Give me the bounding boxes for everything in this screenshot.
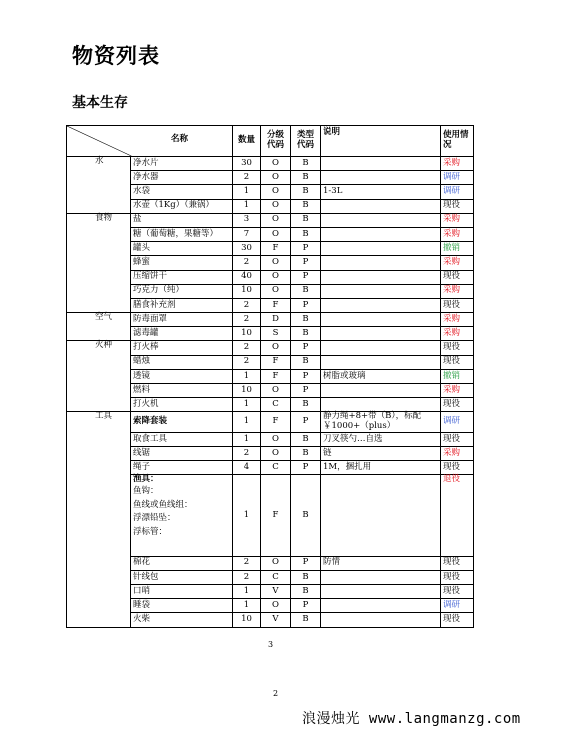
note-cell bbox=[321, 242, 441, 256]
item-name-cell: 棉花 bbox=[131, 556, 233, 570]
subitem: 浮漂铅坠： bbox=[133, 513, 176, 524]
usage-status-cell: 采购 bbox=[441, 447, 474, 461]
usage-status-cell: 撤销 bbox=[441, 242, 474, 256]
type-cell: P bbox=[291, 412, 321, 433]
type-cell: B bbox=[291, 613, 321, 627]
table-row bbox=[67, 157, 474, 171]
item-name-cell: 蜡烛 bbox=[131, 355, 233, 369]
note-cell bbox=[321, 327, 441, 341]
note-cell bbox=[321, 584, 441, 598]
note-cell: 防情 bbox=[321, 556, 441, 570]
usage-status-cell: 采购 bbox=[441, 284, 474, 298]
type-cell: B bbox=[291, 447, 321, 461]
item-name-cell: 防毒面罩 bbox=[131, 313, 233, 327]
note-cell bbox=[321, 599, 441, 613]
item-name-cell: 口哨 bbox=[131, 584, 233, 598]
note-cell bbox=[321, 398, 441, 412]
table-row bbox=[67, 412, 474, 433]
grade-cell: C bbox=[261, 461, 291, 475]
item-name-cell: 滤毒罐 bbox=[131, 327, 233, 341]
item-name-cell: 盐 bbox=[131, 213, 233, 227]
note-cell bbox=[321, 570, 441, 584]
qty-cell: 1 bbox=[233, 185, 261, 199]
item-name-cell: 压缩饼干 bbox=[131, 270, 233, 284]
usage-status-cell: 现役 bbox=[441, 298, 474, 312]
type-cell: B bbox=[291, 284, 321, 298]
grade-cell: O bbox=[261, 432, 291, 446]
note-cell bbox=[321, 213, 441, 227]
qty-cell: 1 bbox=[233, 599, 261, 613]
grade-cell: C bbox=[261, 570, 291, 584]
type-cell: B bbox=[291, 313, 321, 327]
qty-cell: 4 bbox=[233, 461, 261, 475]
inner-page-number: 3 bbox=[268, 640, 274, 649]
grade-cell: O bbox=[261, 227, 291, 241]
supplies-table bbox=[66, 125, 474, 628]
type-cell: B bbox=[291, 432, 321, 446]
note-cell bbox=[321, 298, 441, 312]
type-cell: P bbox=[291, 298, 321, 312]
usage-status-cell: 调研 bbox=[441, 412, 474, 433]
type-cell: B bbox=[291, 475, 321, 556]
item-name-cell: 打火机 bbox=[131, 398, 233, 412]
type-cell: B bbox=[291, 157, 321, 171]
qty-cell: 7 bbox=[233, 227, 261, 241]
category-cell: 空气 bbox=[67, 313, 131, 341]
qty-cell: 1 bbox=[233, 369, 261, 383]
qty-cell: 2 bbox=[233, 313, 261, 327]
type-cell: P bbox=[291, 341, 321, 355]
usage-status-cell: 撤销 bbox=[441, 369, 474, 383]
item-name-cell: 净水片 bbox=[131, 157, 233, 171]
category-cell: 水 bbox=[67, 157, 131, 214]
note-cell bbox=[321, 355, 441, 369]
qty-cell: 1 bbox=[233, 584, 261, 598]
item-name-cell: 净水器 bbox=[131, 171, 233, 185]
table-row bbox=[67, 341, 474, 355]
qty-cell: 3 bbox=[233, 213, 261, 227]
note-cell: 刀叉筷勺…自选 bbox=[321, 432, 441, 446]
qty-cell: 2 bbox=[233, 171, 261, 185]
item-name: 渔具： bbox=[133, 474, 159, 485]
qty-cell: 2 bbox=[233, 447, 261, 461]
qty-cell: 1 bbox=[233, 432, 261, 446]
header-use: 使用情况 bbox=[441, 126, 474, 157]
qty-cell: 10 bbox=[233, 613, 261, 627]
page-title: 物资列表 bbox=[72, 43, 160, 68]
qty-cell: 2 bbox=[233, 256, 261, 270]
note-cell bbox=[321, 284, 441, 298]
type-cell: B bbox=[291, 171, 321, 185]
grade-cell: F bbox=[261, 355, 291, 369]
grade-cell: D bbox=[261, 313, 291, 327]
footer-watermark: 浪漫烛光 www.langmanzg.com bbox=[302, 711, 521, 727]
qty-cell: 40 bbox=[233, 270, 261, 284]
note-cell bbox=[321, 313, 441, 327]
note-cell bbox=[321, 199, 441, 213]
usage-status-cell: 现役 bbox=[441, 432, 474, 446]
usage-status-cell: 现役 bbox=[441, 341, 474, 355]
type-cell: P bbox=[291, 242, 321, 256]
item-name-cell: 罐头 bbox=[131, 242, 233, 256]
subitem: 浮标管： bbox=[133, 527, 168, 538]
note-cell: 1-3L bbox=[321, 185, 441, 199]
type-cell: B bbox=[291, 213, 321, 227]
usage-status-cell: 调研 bbox=[441, 599, 474, 613]
qty-cell: 1 bbox=[233, 475, 261, 556]
qty-cell: 2 bbox=[233, 570, 261, 584]
usage-status-cell: 调研 bbox=[441, 185, 474, 199]
qty-cell: 10 bbox=[233, 284, 261, 298]
outer-page-number: 2 bbox=[273, 689, 279, 698]
note-cell bbox=[321, 384, 441, 398]
subitem: 鱼线或鱼线组： bbox=[133, 499, 193, 510]
grade-cell: V bbox=[261, 613, 291, 627]
type-cell: B bbox=[291, 355, 321, 369]
grade-cell: O bbox=[261, 256, 291, 270]
note-cell bbox=[321, 613, 441, 627]
qty-cell: 10 bbox=[233, 327, 261, 341]
grade-cell: F bbox=[261, 242, 291, 256]
usage-status-cell: 采购 bbox=[441, 384, 474, 398]
grade-cell: O bbox=[261, 284, 291, 298]
qty-cell: 10 bbox=[233, 384, 261, 398]
qty-cell: 30 bbox=[233, 242, 261, 256]
usage-status-cell: 采购 bbox=[441, 213, 474, 227]
item-name-cell: 睡袋 bbox=[131, 599, 233, 613]
grade-cell: F bbox=[261, 369, 291, 383]
grade-cell: O bbox=[261, 384, 291, 398]
grade-cell: O bbox=[261, 199, 291, 213]
grade-cell: O bbox=[261, 341, 291, 355]
supplies-table-container bbox=[66, 125, 473, 628]
item-name-cell: 取食工具 bbox=[131, 432, 233, 446]
item-name-cell: 膳食补充剂 bbox=[131, 298, 233, 312]
note-cell: 1M，捆扎用 bbox=[321, 461, 441, 475]
usage-status-cell: 现役 bbox=[441, 556, 474, 570]
qty-cell: 2 bbox=[233, 355, 261, 369]
type-cell: B bbox=[291, 327, 321, 341]
qty-cell: 1 bbox=[233, 398, 261, 412]
qty-cell: 1 bbox=[233, 199, 261, 213]
note-cell bbox=[321, 256, 441, 270]
grade-cell: O bbox=[261, 599, 291, 613]
grade-cell: F bbox=[261, 412, 291, 433]
note-cell bbox=[321, 341, 441, 355]
usage-status-cell: 采购 bbox=[441, 157, 474, 171]
usage-status-cell: 现役 bbox=[441, 199, 474, 213]
section-title: 基本生存 bbox=[72, 95, 128, 111]
usage-status-cell: 采购 bbox=[441, 256, 474, 270]
qty-cell: 2 bbox=[233, 341, 261, 355]
type-cell: P bbox=[291, 599, 321, 613]
grade-cell: S bbox=[261, 327, 291, 341]
grade-cell: O bbox=[261, 556, 291, 570]
type-cell: P bbox=[291, 369, 321, 383]
qty-cell: 30 bbox=[233, 157, 261, 171]
header-grade: 分级代码 bbox=[261, 126, 291, 157]
table-row bbox=[67, 313, 474, 327]
type-cell: P bbox=[291, 384, 321, 398]
item-name-cell: 透镜 bbox=[131, 369, 233, 383]
type-cell: P bbox=[291, 270, 321, 284]
type-cell: B bbox=[291, 398, 321, 412]
note-cell: 链 bbox=[321, 447, 441, 461]
grade-cell: F bbox=[261, 475, 291, 556]
table-body bbox=[67, 157, 474, 628]
usage-status-cell: 现役 bbox=[441, 355, 474, 369]
category-cell: 工具 bbox=[67, 412, 131, 627]
grade-cell: O bbox=[261, 185, 291, 199]
grade-cell: O bbox=[261, 447, 291, 461]
header-qty: 数量 bbox=[233, 126, 261, 157]
usage-status-cell: 采购 bbox=[441, 327, 474, 341]
type-cell: P bbox=[291, 461, 321, 475]
note-cell bbox=[321, 227, 441, 241]
header-type: 类型代码 bbox=[291, 126, 321, 157]
header-note: 说明 bbox=[321, 126, 441, 157]
diagonal-line bbox=[67, 126, 232, 156]
grade-cell: F bbox=[261, 298, 291, 312]
usage-status-cell: 现役 bbox=[441, 270, 474, 284]
qty-cell: 1 bbox=[233, 412, 261, 433]
header-diagonal-cell bbox=[67, 126, 233, 157]
type-cell: P bbox=[291, 556, 321, 570]
item-name-cell: 打火棒 bbox=[131, 341, 233, 355]
header-name: 名称 bbox=[171, 134, 189, 144]
table-row bbox=[67, 213, 474, 227]
item-name-cell: 针线包 bbox=[131, 570, 233, 584]
qty-cell: 2 bbox=[233, 556, 261, 570]
usage-status-cell: 现役 bbox=[441, 570, 474, 584]
item-name-cell: 蜂蜜 bbox=[131, 256, 233, 270]
item-name-cell: 水袋 bbox=[131, 185, 233, 199]
item-name-cell: 线锯 bbox=[131, 447, 233, 461]
category-cell: 火种 bbox=[67, 341, 131, 412]
type-cell: P bbox=[291, 256, 321, 270]
grade-cell: O bbox=[261, 157, 291, 171]
item-name-cell: 燃料 bbox=[131, 384, 233, 398]
item-name-cell: 糖（葡萄糖，果糖等） bbox=[131, 227, 233, 241]
usage-status-cell: 调研 bbox=[441, 171, 474, 185]
type-cell: B bbox=[291, 570, 321, 584]
type-cell: B bbox=[291, 584, 321, 598]
item-name-cell: 火柴 bbox=[131, 613, 233, 627]
grade-cell: C bbox=[261, 398, 291, 412]
qty-cell: 2 bbox=[233, 298, 261, 312]
item-name-cell bbox=[131, 475, 233, 556]
usage-status-cell: 现役 bbox=[441, 613, 474, 627]
type-cell: B bbox=[291, 227, 321, 241]
subitem: 鱼钩： bbox=[133, 486, 159, 497]
usage-status-cell: 采购 bbox=[441, 313, 474, 327]
table-header-row bbox=[67, 126, 474, 157]
grade-cell: O bbox=[261, 213, 291, 227]
usage-status-cell: 现役 bbox=[441, 398, 474, 412]
grade-cell: O bbox=[261, 171, 291, 185]
item-name-cell: 水壶（1Kg）（兼锅） bbox=[131, 199, 233, 213]
usage-status-cell: 退役 bbox=[441, 475, 474, 556]
note-cell bbox=[321, 270, 441, 284]
note-cell bbox=[321, 475, 441, 556]
grade-cell: V bbox=[261, 584, 291, 598]
category-cell: 食物 bbox=[67, 213, 131, 312]
type-cell: B bbox=[291, 199, 321, 213]
note-cell bbox=[321, 157, 441, 171]
grade-cell: O bbox=[261, 270, 291, 284]
note-cell: 树脂或玻璃 bbox=[321, 369, 441, 383]
type-cell: B bbox=[291, 185, 321, 199]
usage-status-cell: 采购 bbox=[441, 227, 474, 241]
item-name-cell: 绳子 bbox=[131, 461, 233, 475]
note-cell bbox=[321, 171, 441, 185]
item-name-cell: 巧克力（纯） bbox=[131, 284, 233, 298]
note-cell: 静力绳+8+带（B），标配￥1000+（plus） bbox=[321, 412, 441, 433]
item-name-cell: 索降套装 bbox=[131, 412, 233, 433]
usage-status-cell: 现役 bbox=[441, 461, 474, 475]
usage-status-cell: 现役 bbox=[441, 584, 474, 598]
